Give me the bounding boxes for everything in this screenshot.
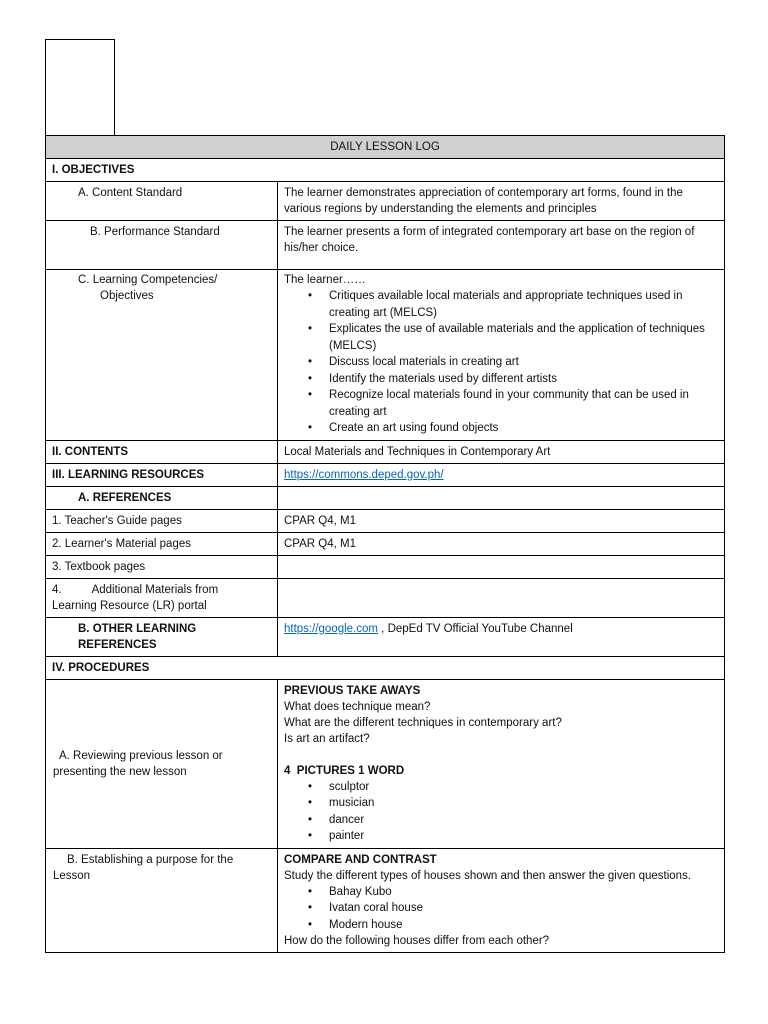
other-references-row [46,617,725,656]
procedure-a-label-line1: A. Reviewing previous lesson or [59,749,223,762]
learners-material-label: 2. Learner's Material pages [46,532,278,555]
compare-instruction: Study the different types of houses shown and then answer the given questions. [284,869,692,882]
learning-resources-row [46,463,725,486]
procedure-a-row [46,679,725,848]
procedures-heading-row [46,656,725,679]
references-heading: A. REFERENCES [46,486,278,509]
competencies-label-line2: Objectives [100,290,154,302]
question-item: Is art an artifact? [284,732,370,745]
compare-contrast-title: COMPARE AND CONTRAST [284,853,437,866]
competencies-content [278,270,725,441]
daily-lesson-log-table [45,135,725,953]
competencies-label [46,270,278,441]
competencies-row [46,270,725,441]
lr-portal-label [46,578,278,617]
other-references-rest: , DepEd TV Official YouTube Channel [377,622,573,635]
content-standard-text: The learner demonstrates appreciation of contemporary art forms, found in the various regions by understanding the elements and principles [278,182,725,221]
list-item: • Recognize local materials found in your community that can be used in creating art [329,387,718,420]
table-row [46,555,725,578]
deped-commons-link[interactable]: https://commons.deped.gov.ph/ [284,468,444,481]
performance-standard-text: The learner presents a form of integrated contemporary art base on the region of his/her choice. [278,221,725,270]
google-link[interactable]: https://google.com [284,622,378,635]
procedure-b-content [278,848,725,953]
list-item: • painter [329,828,718,845]
content-standard-label: A. Content Standard [46,182,278,221]
procedure-a-content [278,679,725,848]
performance-standard-row [46,221,725,270]
competencies-intro: The learner…… [284,274,366,286]
contents-label: II. CONTENTS [46,440,278,463]
contents-row [46,440,725,463]
contents-value: Local Materials and Techniques in Contemporary Art [278,440,725,463]
list-item: • Critiques available local materials and appropriate techniques used in creating art (MELCS) [329,288,718,321]
list-item: • Modern house [329,917,718,934]
learning-resources-label: III. LEARNING RESOURCES [46,463,278,486]
lr-portal-label-line2: Learning Resource (LR) portal [52,599,207,612]
table-row [46,509,725,532]
objectives-heading: I. OBJECTIVES [46,159,725,182]
procedure-a-label [46,679,278,848]
question-item: What are the different techniques in contemporary art? [284,716,562,729]
textbook-pages-label: 3. Textbook pages [46,555,278,578]
list-item: • dancer [329,812,718,829]
list-item: • Bahay Kubo [329,884,718,901]
table-row [46,532,725,555]
performance-standard-label: B. Performance Standard [46,221,278,270]
logo-placeholder-box [45,39,115,135]
other-references-label: B. OTHER LEARNING REFERENCES [46,617,278,656]
procedure-b-label [46,848,278,953]
question-item: What does technique mean? [284,700,431,713]
textbook-pages-value [278,555,725,578]
content-standard-row [46,182,725,221]
list-item: • Discuss local materials in creating art [329,354,718,371]
four-pics-title: 4 PICTURES 1 WORD [284,764,405,777]
table-header-row [46,136,725,159]
procedure-b-label-line1: B. Establishing a purpose for the [67,853,234,866]
other-references-value [278,617,725,656]
list-item: • Identify the materials used by different artists [329,371,718,388]
teachers-guide-value: CPAR Q4, M1 [278,509,725,532]
learners-material-value: CPAR Q4, M1 [278,532,725,555]
empty-cell [278,486,725,509]
objectives-heading-row [46,159,725,182]
compare-question: How do the following houses differ from each other? [284,935,550,947]
teachers-guide-label: 1. Teacher's Guide pages [46,509,278,532]
procedure-b-label-line2: Lesson [53,869,91,882]
houses-list [284,884,718,934]
procedures-heading: IV. PROCEDURES [46,656,725,679]
previous-takeaways-title: PREVIOUS TAKE AWAYS [284,684,421,697]
list-item: • Explicates the use of available materials and the application of techniques (MELCS) [329,321,718,354]
list-item: • sculptor [329,779,718,796]
lr-portal-value [278,578,725,617]
words-list [284,779,718,845]
lr-portal-number: 4. [52,583,62,596]
list-item: • Ivatan coral house [329,900,718,917]
references-heading-row [46,486,725,509]
lr-portal-label-line1: Additional Materials from [91,583,219,596]
list-item: • Create an art using found objects [329,420,718,437]
competencies-list [284,288,718,437]
lr-portal-row [46,578,725,617]
table-title: DAILY LESSON LOG [46,136,725,159]
procedure-a-label-line2: presenting the new lesson [53,765,187,778]
procedure-b-row [46,848,725,953]
learning-resources-cell [278,463,725,486]
competencies-label-line1: C. Learning Competencies/ [78,274,218,286]
list-item: • musician [329,795,718,812]
